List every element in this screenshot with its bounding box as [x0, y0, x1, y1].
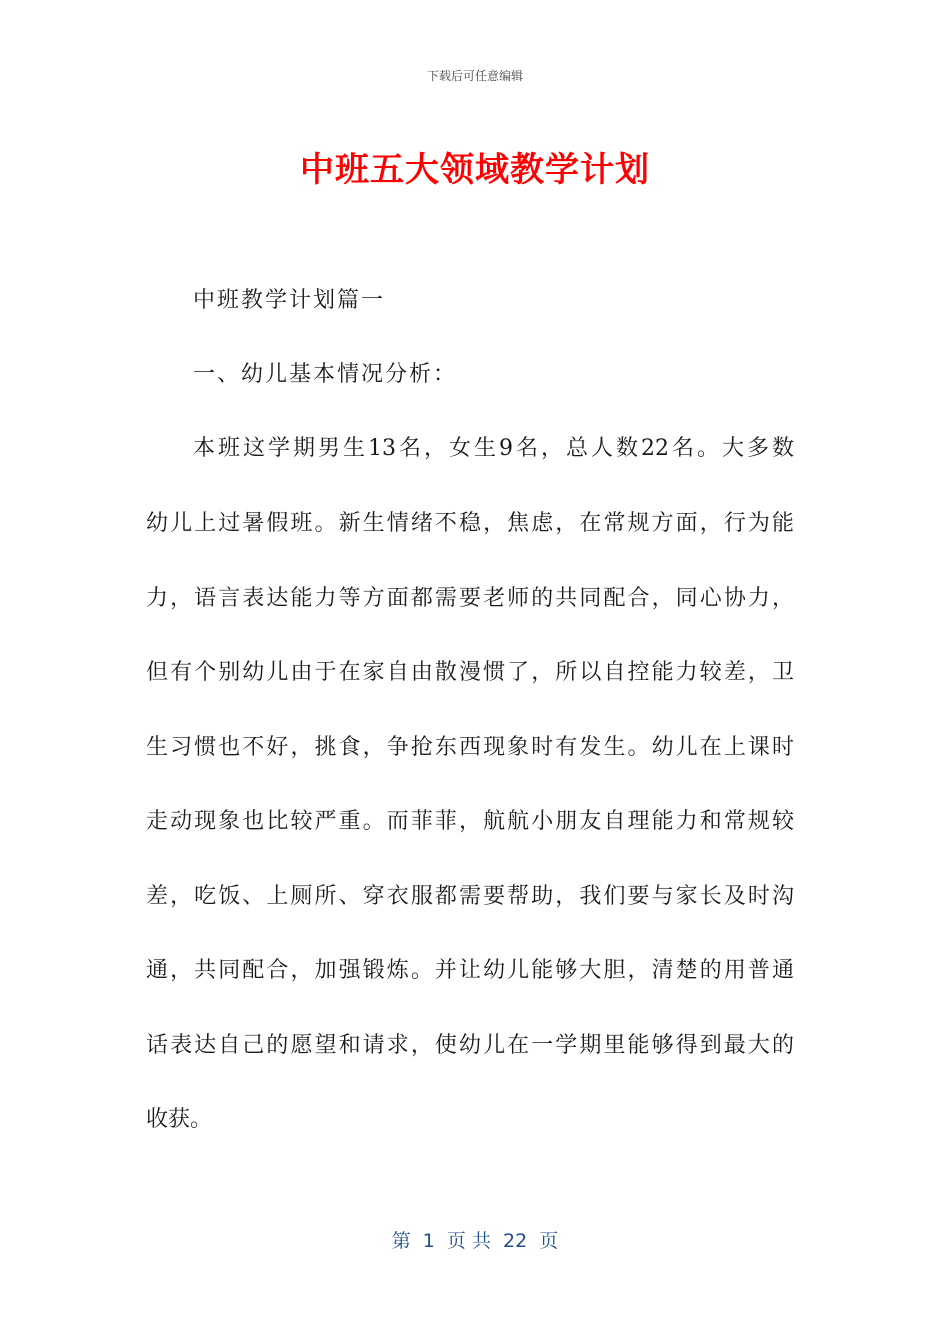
page-footer: 第 1 页 共 22 页 — [391, 1230, 559, 1252]
paragraph-line: 走动现象也比较严重。而菲菲，航航小朋友自理能力和常规较 — [146, 809, 794, 834]
document-title: 中班五大领域教学计划 — [300, 150, 650, 190]
paragraph-line: 幼儿上过暑假班。新生情绪不稳，焦虑，在常规方面，行为能 — [146, 511, 794, 536]
paragraph-line: 本班这学期男生13名，女生9名，总人数22名。大多数 — [193, 436, 794, 461]
paragraph-line: 收获。 — [146, 1107, 213, 1132]
paragraph-line: 力，语言表达能力等方面都需要老师的共同配合，同心协力， — [146, 586, 794, 611]
paragraph-line: 通，共同配合，加强锻炼。并让幼儿能够大胆，清楚的用普通 — [146, 958, 794, 983]
paragraph-line: 生习惯也不好，挑食，争抢东西现象时有发生。幼儿在上课时 — [146, 735, 794, 760]
header-note: 下载后可任意编辑 — [426, 69, 523, 83]
subsection-title: 一、幼儿基本情况分析： — [193, 362, 458, 387]
section-title: 中班教学计划篇一 — [193, 288, 386, 313]
paragraph-line: 但有个别幼儿由于在家自由散漫惯了，所以自控能力较差，卫 — [146, 660, 794, 685]
paragraph-line: 话表达自己的愿望和请求，使幼儿在一学期里能够得到最大的 — [146, 1033, 794, 1058]
paragraph-line: 差，吃饭、上厕所、穿衣服都需要帮助，我们要与家长及时沟 — [146, 884, 794, 909]
